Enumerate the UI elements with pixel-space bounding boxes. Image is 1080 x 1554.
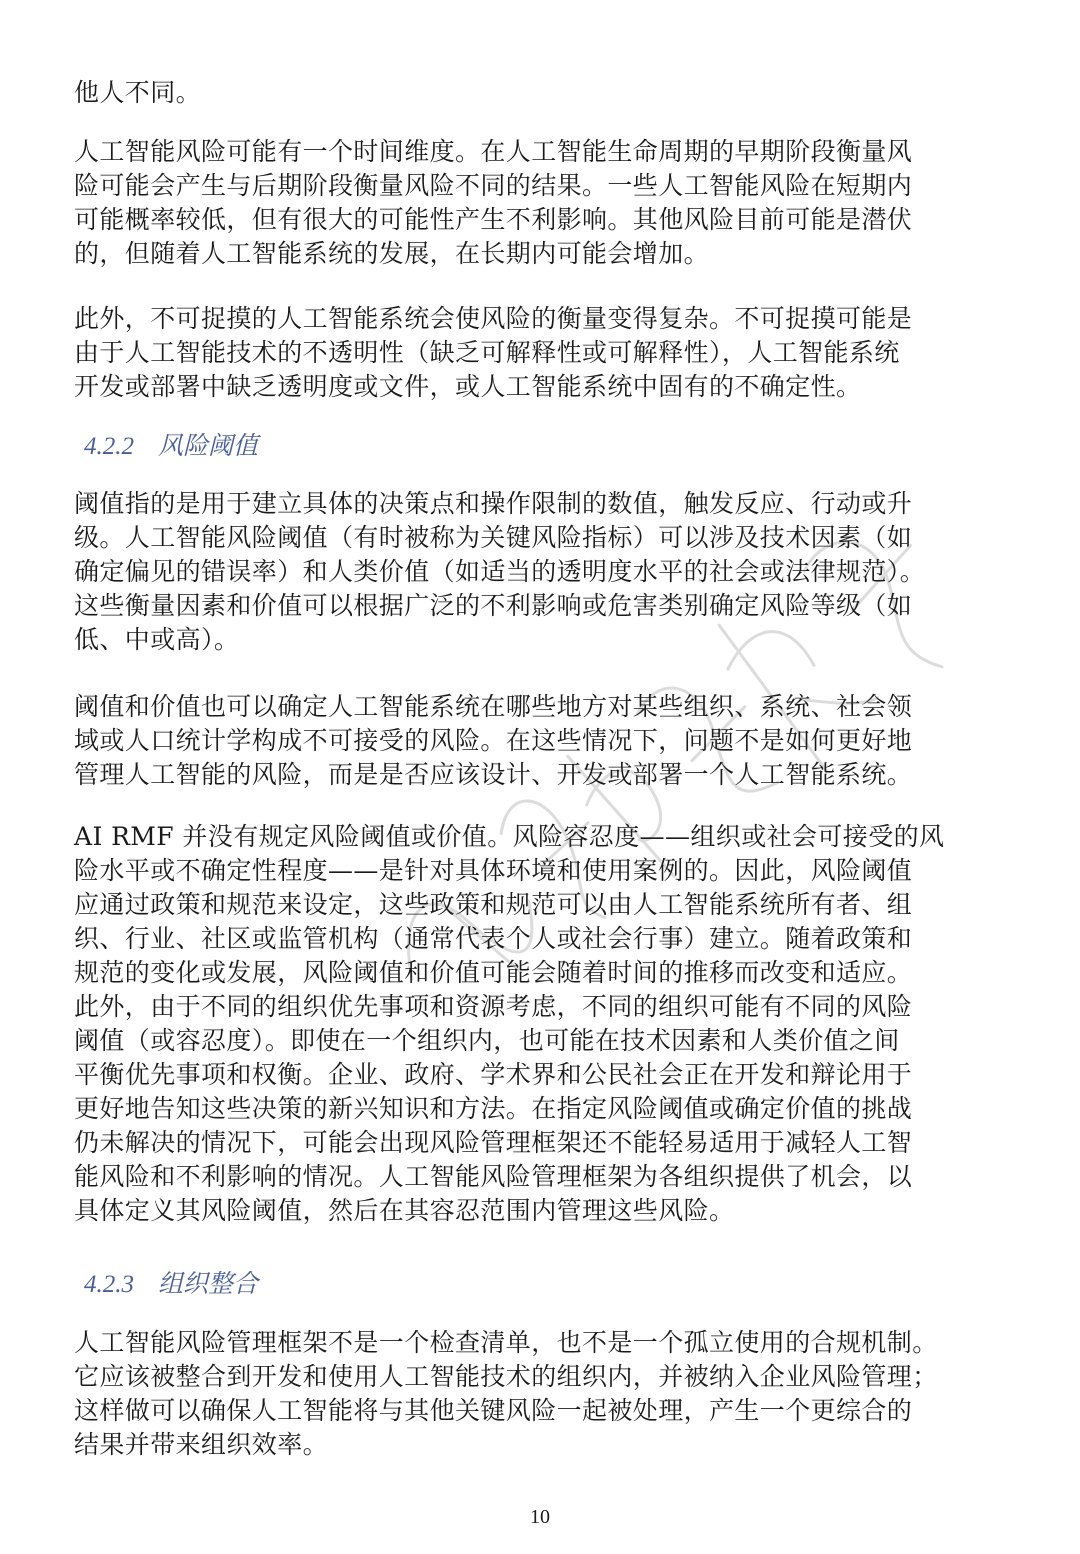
text-line: 规范的变化或发展，风险阈值和价值可能会随着时间的推移而改变和适应。 xyxy=(74,958,913,987)
section-heading-4-2-3 xyxy=(84,1268,258,1302)
text-line: 织、行业、社区或监管机构（通常代表个人或社会行事）建立。随着政策和 xyxy=(74,924,913,953)
text-line: 更好地告知这些决策的新兴知识和方法。在指定风险阈值或确定价值的挑战 xyxy=(74,1094,913,1123)
text-line: 低、中或高）。 xyxy=(74,625,240,654)
section-number: 4.2.3 xyxy=(84,1271,134,1298)
text-line: 险水平或不确定性程度——是针对具体环境和使用案例的。因此，风险阈值 xyxy=(74,856,913,885)
text-line: 仍未解决的情况下，可能会出现风险管理框架还不能轻易适用于减轻人工智 xyxy=(74,1128,913,1157)
text-line: 应通过政策和规范来设定，这些政策和规范可以由人工智能系统所有者、组 xyxy=(74,890,913,919)
paragraph-continuation xyxy=(74,76,1014,110)
text-line: 级。人工智能风险阈值（有时被称为关键风险指标）可以涉及技术因素（如 xyxy=(74,523,913,552)
text-line: 域或人口统计学构成不可接受的风险。在这些情况下，问题不是如何更好地 xyxy=(74,726,913,755)
text-line: 具体定义其风险阈值，然后在其容忍范围内管理这些风险。 xyxy=(74,1196,735,1225)
text-line: 此外，不可捉摸的人工智能系统会使风险的衡量变得复杂。不可捉摸可能是 xyxy=(74,304,913,333)
text-line: 它应该被整合到开发和使用人工智能技术的组织内，并被纳入企业风险管理； xyxy=(74,1362,938,1391)
text-line: 这样做可以确保人工智能将与其他关键风险一起被处理，产生一个更综合的 xyxy=(74,1396,913,1425)
text-line: 的，但随着人工智能系统的发展，在长期内可能会增加。 xyxy=(74,239,710,268)
paragraph-organizational-integration xyxy=(74,1326,1014,1462)
paragraph-inscrutable xyxy=(74,302,1014,404)
text-line: 由于人工智能技术的不透明性（缺乏可解释性或可解释性），人工智能系统 xyxy=(74,338,900,367)
text-line: 平衡优先事项和权衡。企业、政府、学术界和公民社会正在开发和辩论用于 xyxy=(74,1060,913,1089)
text-line: 能风险和不利影响的情况。人工智能风险管理框架为各组织提供了机会，以 xyxy=(74,1162,913,1191)
text-line: 可能概率较低，但有很大的可能性产生不利影响。其他风险目前可能是潜伏 xyxy=(74,205,913,234)
section-title: 组织整合 xyxy=(158,1271,259,1298)
text-line: AI RMF 并没有规定风险阈值或价值。风险容忍度——组织或社会可接受的风 xyxy=(74,822,945,851)
text-line: 人工智能风险管理框架不是一个检查清单，也不是一个孤立使用的合规机制。 xyxy=(74,1328,938,1357)
paragraph-unacceptable-risk xyxy=(74,690,1014,792)
text-line: 结果并带来组织效率。 xyxy=(74,1430,329,1459)
text-line: 他人不同。 xyxy=(74,78,202,107)
section-heading-4-2-2 xyxy=(84,430,258,464)
paragraph-threshold-definition xyxy=(74,487,1014,657)
text-line: 人工智能风险可能有一个时间维度。在人工智能生命周期的早期阶段衡量风 xyxy=(74,137,913,166)
text-line: 阈值（或容忍度）。即使在一个组织内，也可能在技术因素和人类价值之间 xyxy=(74,1026,900,1055)
text-line: 确定偏见的错误率）和人类价值（如适当的透明度水平的社会或法律规范）。 xyxy=(74,557,926,586)
text-line: 险可能会产生与后期阶段衡量风险不同的结果。一些人工智能风险在短期内 xyxy=(74,171,913,200)
paragraph-risk-tolerance xyxy=(74,820,1014,1228)
text-line: 阈值和价值也可以确定人工智能系统在哪些地方对某些组织、系统、社会领 xyxy=(74,692,913,721)
paragraph-time-dimension xyxy=(74,135,1014,271)
text-line: 此外，由于不同的组织优先事项和资源考虑，不同的组织可能有不同的风险 xyxy=(74,992,913,1021)
text-line: 这些衡量因素和价值可以根据广泛的不利影响或危害类别确定风险等级（如 xyxy=(74,591,913,620)
text-line: 开发或部署中缺乏透明度或文件，或人工智能系统中固有的不确定性。 xyxy=(74,372,862,401)
section-number: 4.2.2 xyxy=(84,433,134,460)
text-line: 阈值指的是用于建立具体的决策点和操作限制的数值，触发反应、行动或升 xyxy=(74,489,913,518)
text-line: 管理人工智能的风险，而是是否应该设计、开发或部署一个人工智能系统。 xyxy=(74,760,913,789)
section-title: 风险阈值 xyxy=(158,433,259,460)
page-number: 10 xyxy=(530,1506,550,1528)
